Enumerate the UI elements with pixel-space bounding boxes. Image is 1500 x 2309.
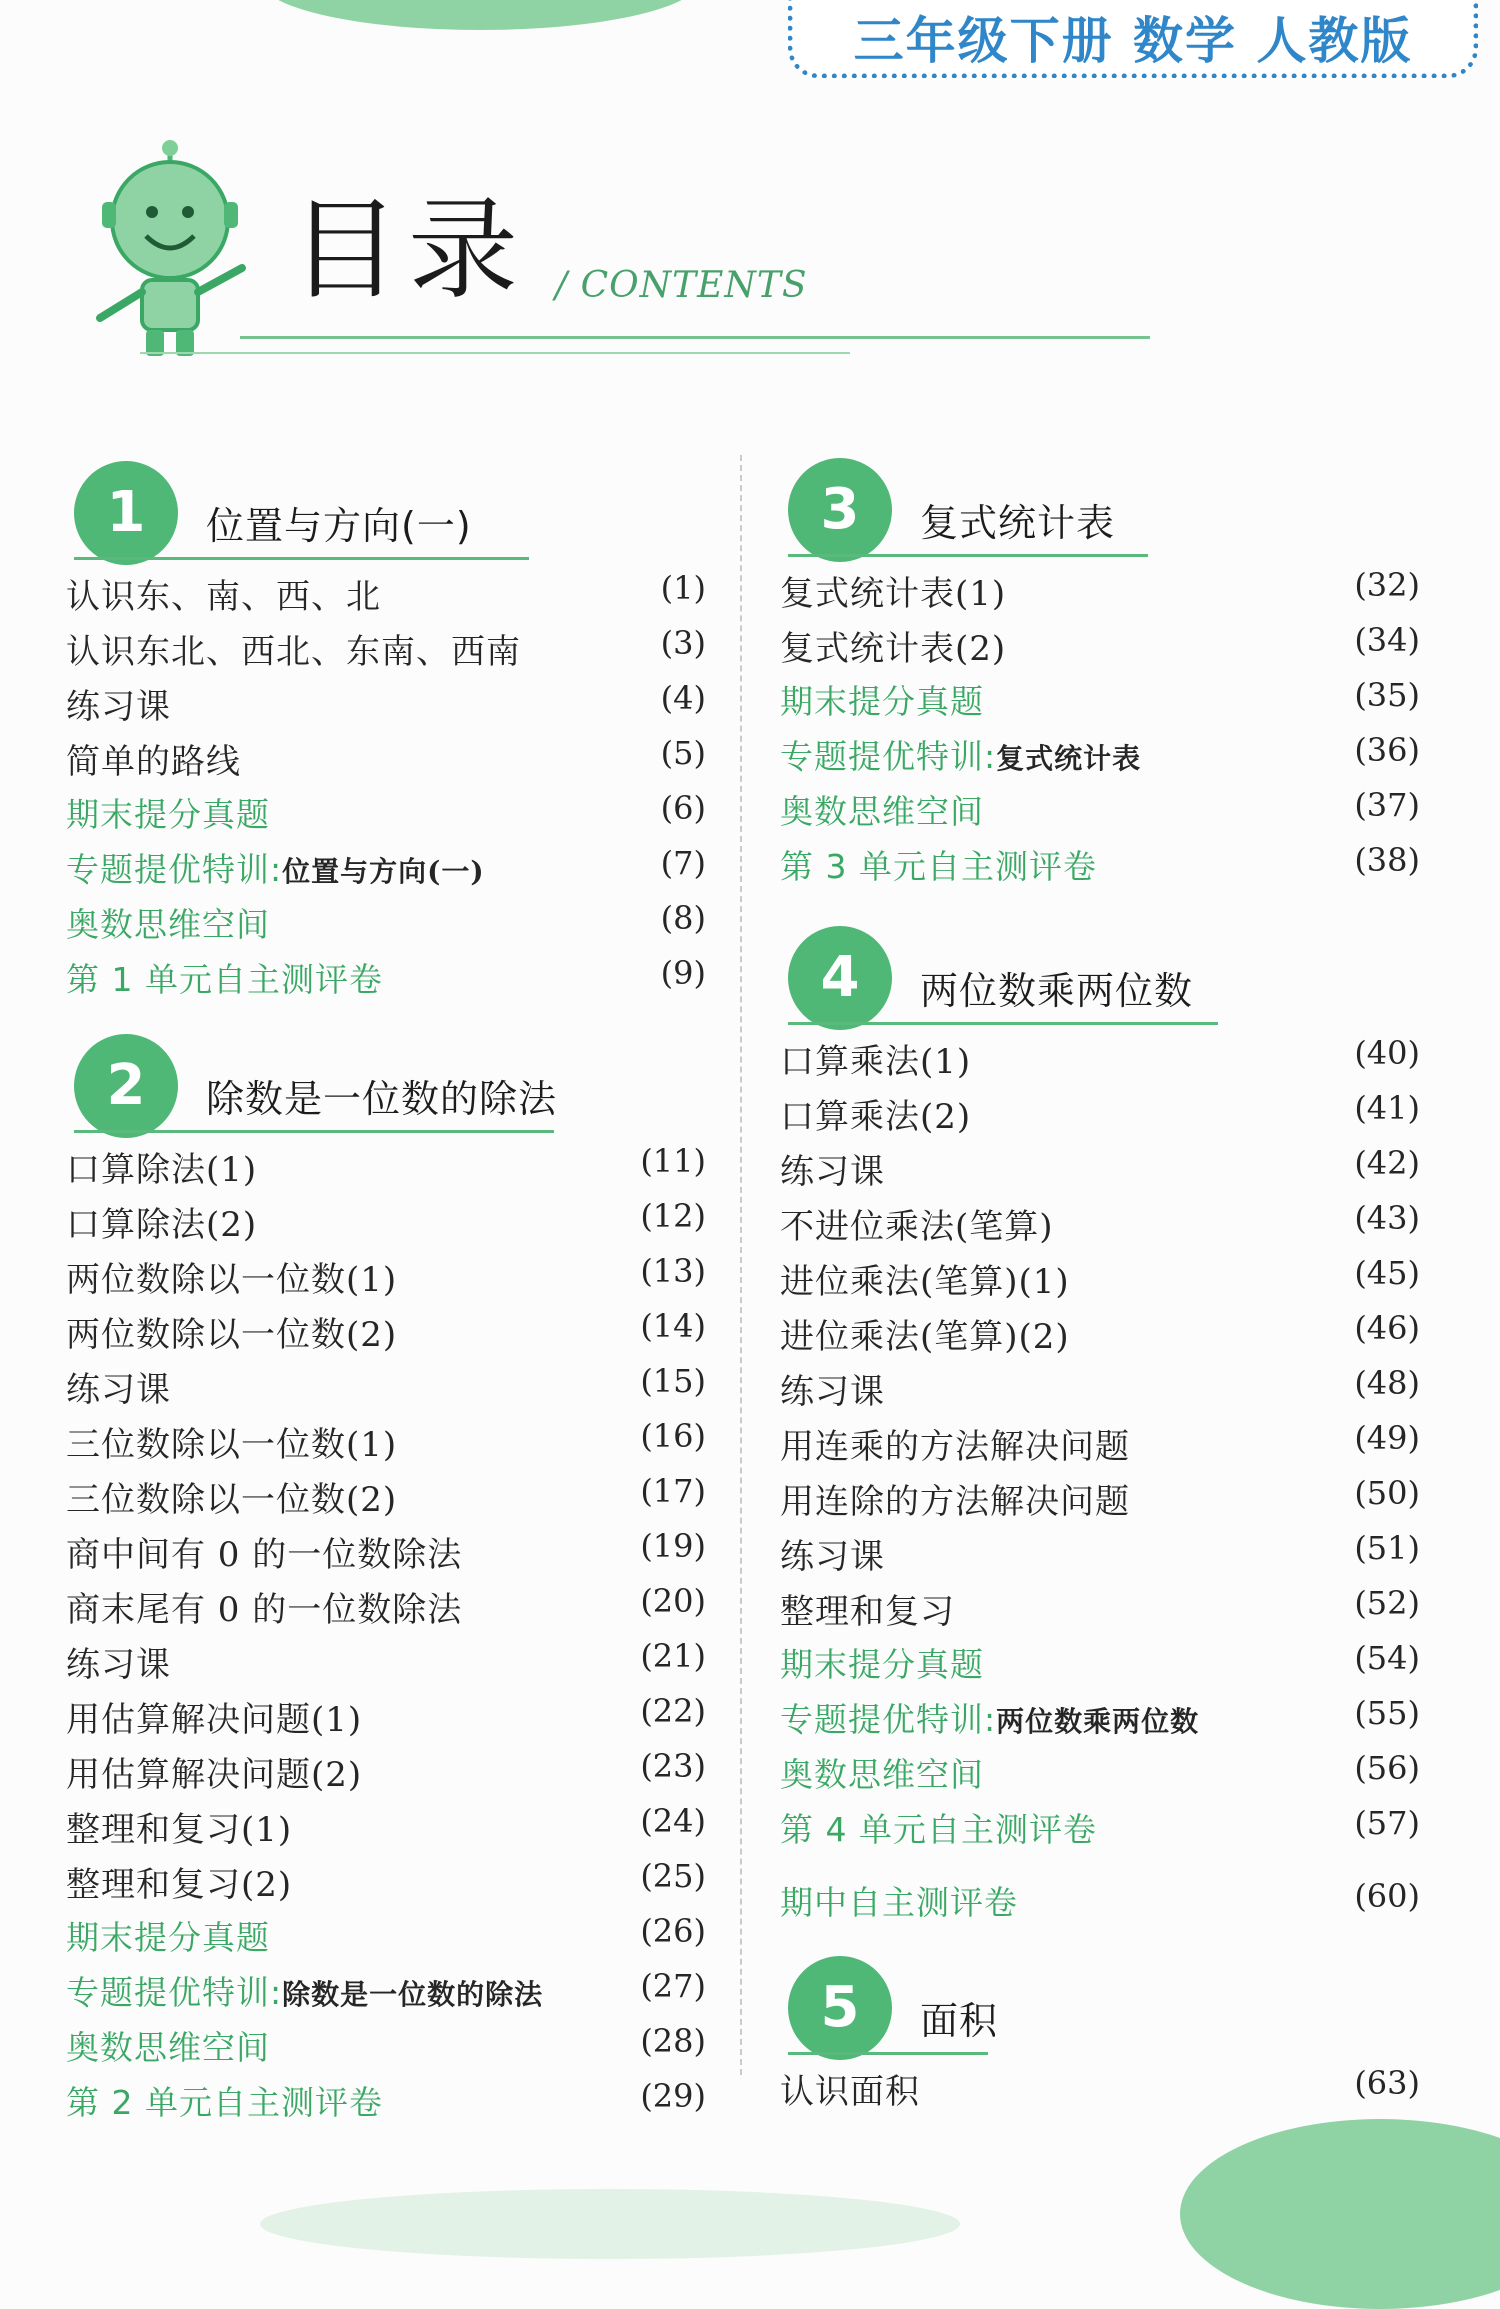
toc-entry[interactable] xyxy=(780,1085,1420,1140)
toc-entry-page: (16) xyxy=(640,1417,706,1455)
toc-entry[interactable] xyxy=(66,1908,706,1963)
toc-entry-label xyxy=(780,1877,1018,1924)
unit-number-badge: 1 xyxy=(74,461,178,565)
unit-title: 位置与方向(一) xyxy=(206,504,472,548)
toc-entry-title: 专题提优特训: xyxy=(780,1700,997,1739)
toc-entry-title: 专题提优特训: xyxy=(66,850,283,889)
title-underline xyxy=(240,336,1150,339)
toc-entry[interactable] xyxy=(66,1413,706,1468)
toc-entry-page: (1) xyxy=(660,569,706,607)
toc-entry[interactable] xyxy=(66,1743,706,1798)
toc-entry[interactable] xyxy=(780,562,1420,617)
toc-entry[interactable] xyxy=(780,782,1420,837)
toc-entry-label xyxy=(780,566,1006,615)
unit-title: 复式统计表 xyxy=(920,501,1116,545)
toc-entry-label xyxy=(66,1252,397,1301)
toc-entry-page: (32) xyxy=(1354,566,1420,604)
unit-header xyxy=(66,1028,706,1138)
toc-entry[interactable] xyxy=(780,672,1420,727)
column-divider xyxy=(740,455,742,2075)
toc-entry-page: (42) xyxy=(1354,1144,1420,1182)
toc-entry-title: 两位数除以一位数(1) xyxy=(66,1260,398,1300)
toc-entry-label xyxy=(66,954,383,1001)
toc-entry-page: (17) xyxy=(640,1472,706,1510)
toc-entry[interactable] xyxy=(780,1580,1420,1635)
toc-entry-page: (6) xyxy=(660,789,706,827)
toc-entry-page: (40) xyxy=(1354,1034,1420,1072)
toc-entry-label xyxy=(66,624,521,673)
toc-entry-page: (49) xyxy=(1354,1419,1420,1457)
toc-entry-page: (11) xyxy=(640,1142,706,1180)
toc-entry-title: 练习课 xyxy=(66,1370,171,1410)
toc-entry-label xyxy=(66,1802,292,1851)
toc-entry-title: 第 3 单元自主测评卷 xyxy=(780,847,1097,886)
toc-entry-page: (28) xyxy=(640,2022,706,2060)
toc-entry-label xyxy=(66,1527,462,1576)
robot-mascot-icon xyxy=(80,140,260,360)
toc-entry-title: 整理和复习(2) xyxy=(66,1865,293,1905)
toc-entry[interactable] xyxy=(66,1688,706,1743)
toc-entry-title: 期末提分真题 xyxy=(66,795,270,834)
toc-entry-label xyxy=(66,1307,397,1356)
unit-header xyxy=(780,920,1420,1030)
toc-entry-page: (8) xyxy=(660,899,706,937)
toc-entry-label xyxy=(780,2064,920,2113)
toc-entry[interactable] xyxy=(66,2018,706,2073)
unit-header xyxy=(66,455,706,565)
toc-entry-title: 不进位乘法(笔算) xyxy=(780,1207,1054,1247)
toc-entry-page: (3) xyxy=(660,624,706,662)
toc-entry-page: (56) xyxy=(1354,1749,1420,1787)
toc-entry-label xyxy=(780,841,1097,888)
toc-entry-page: (37) xyxy=(1354,786,1420,824)
toc-entry-label xyxy=(780,1584,955,1633)
toc-entry-label xyxy=(66,1197,257,1246)
toc-entry-title: 专题提优特训: xyxy=(780,737,997,776)
toc-entry-subtitle: 复式统计表 xyxy=(996,742,1142,775)
unit-underline xyxy=(788,1022,1218,1025)
decorative-blob-bottom xyxy=(260,2189,960,2259)
toc-entry[interactable] xyxy=(780,1800,1420,1855)
toc-entry-label xyxy=(780,1364,885,1413)
toc-entry-title: 认识东北、西北、东南、西南 xyxy=(66,632,521,672)
toc-entry-title: 奥数思维空间 xyxy=(780,792,984,831)
toc-entry[interactable] xyxy=(66,620,706,675)
toc-entry-label xyxy=(66,1912,270,1959)
toc-entry-title: 第 2 单元自主测评卷 xyxy=(66,2083,383,2122)
unit-header xyxy=(780,452,1420,562)
toc-entry-page: (60) xyxy=(1354,1877,1420,1915)
toc-entry-title: 用连乘的方法解决问题 xyxy=(780,1427,1130,1467)
unit-title: 面积 xyxy=(920,1999,999,2043)
unit-title: 两位数乘两位数 xyxy=(920,969,1194,1013)
toc-entry-title: 用连除的方法解决问题 xyxy=(780,1482,1130,1522)
toc-entry[interactable] xyxy=(66,950,706,1005)
toc-entry[interactable] xyxy=(66,1193,706,1248)
grade-badge xyxy=(788,0,1478,78)
page-subtitle: / CONTENTS xyxy=(555,265,808,306)
toc-entry[interactable] xyxy=(780,1745,1420,1800)
toc-entry[interactable] xyxy=(66,2073,706,2128)
toc-entry-title: 复式统计表(2) xyxy=(780,629,1007,669)
toc-entry-title: 练习课 xyxy=(780,1372,885,1412)
toc-entry-page: (43) xyxy=(1354,1199,1420,1237)
toc-entry-page: (51) xyxy=(1354,1529,1420,1567)
toc-entry-label xyxy=(66,1362,171,1411)
toc-entry-title: 整理和复习(1) xyxy=(66,1810,293,1850)
toc-entry[interactable] xyxy=(66,840,706,895)
toc-entry-page: (5) xyxy=(660,734,706,772)
unit-section xyxy=(780,1950,1420,2115)
toc-entry-title: 奥数思维空间 xyxy=(780,1755,984,1794)
toc-entry[interactable] xyxy=(780,1030,1420,1085)
toc-entry-page: (12) xyxy=(640,1197,706,1235)
unit-header xyxy=(780,1950,1420,2060)
unit-section xyxy=(66,1028,706,2128)
toc-entry-label xyxy=(780,786,984,833)
toc-entry[interactable] xyxy=(780,1690,1420,1745)
toc-entry-page: (50) xyxy=(1354,1474,1420,1512)
toc-entry-title: 奥数思维空间 xyxy=(66,2028,270,2067)
toc-entry-title: 两位数除以一位数(2) xyxy=(66,1315,398,1355)
toc-entry-label xyxy=(66,2077,383,2124)
toc-entry-page: (7) xyxy=(660,844,706,882)
toc-entry[interactable] xyxy=(66,1578,706,1633)
toc-entry-label xyxy=(66,734,241,783)
toc-entry[interactable] xyxy=(66,565,706,620)
toc-entry-label xyxy=(780,1089,971,1138)
toc-entry[interactable] xyxy=(780,1470,1420,1525)
decorative-blob-top xyxy=(260,0,700,30)
toc-entry[interactable] xyxy=(66,1303,706,1358)
toc-entry-title: 练习课 xyxy=(66,687,171,727)
unit-number-badge: 5 xyxy=(788,1956,892,2060)
toc-entry-page: (38) xyxy=(1354,841,1420,879)
toc-entry-title: 进位乘法(笔算)(1) xyxy=(780,1262,1070,1302)
toc-entry-title: 认识东、南、西、北 xyxy=(66,577,381,617)
toc-entry[interactable] xyxy=(66,1248,706,1303)
toc-entry-page: (54) xyxy=(1354,1639,1420,1677)
toc-entry[interactable] xyxy=(66,1798,706,1853)
toc-entry-page: (34) xyxy=(1354,621,1420,659)
toc-entry[interactable] xyxy=(780,2060,1420,2115)
toc-entry-title: 第 1 单元自主测评卷 xyxy=(66,960,383,999)
toc-entry-title: 简单的路线 xyxy=(66,742,241,782)
toc-entry-label xyxy=(66,1637,171,1686)
toc-entry-title: 用估算解决问题(2) xyxy=(66,1755,363,1795)
toc-entry-subtitle: 位置与方向(一) xyxy=(282,855,485,888)
toc-entry-title: 第 4 单元自主测评卷 xyxy=(780,1810,1097,1849)
unit-number-badge: 3 xyxy=(788,458,892,562)
toc-entry[interactable] xyxy=(66,1468,706,1523)
toc-entry-title: 期末提分真题 xyxy=(780,682,984,721)
toc-entry-page: (48) xyxy=(1354,1364,1420,1402)
toc-entry-label xyxy=(66,1417,397,1466)
toc-entry-label xyxy=(66,1692,362,1741)
toc-entry[interactable] xyxy=(780,1360,1420,1415)
toc-entry-page: (21) xyxy=(640,1637,706,1675)
toc-entry-title: 口算除法(1) xyxy=(66,1150,258,1190)
unit-number-badge: 4 xyxy=(788,926,892,1030)
toc-entry-label xyxy=(66,844,485,891)
toc-entry-label xyxy=(780,731,1141,778)
toc-entry-page: (15) xyxy=(640,1362,706,1400)
decorative-blob-corner xyxy=(1180,2119,1500,2309)
toc-entry-label xyxy=(780,1144,885,1193)
toc-entry-title: 口算乘法(1) xyxy=(780,1042,972,1082)
toc-entry[interactable] xyxy=(780,727,1420,782)
toc-entry-title: 进位乘法(笔算)(2) xyxy=(780,1317,1070,1357)
toc-entry[interactable] xyxy=(66,1853,706,1908)
toc-entry-label xyxy=(66,1472,397,1521)
toc-entry-label xyxy=(66,1857,292,1906)
toc-entry-page: (19) xyxy=(640,1527,706,1565)
toc-entry[interactable] xyxy=(66,730,706,785)
toc-entry[interactable] xyxy=(780,617,1420,672)
toc-entry-label xyxy=(66,679,171,728)
toc-entry-page: (27) xyxy=(640,1967,706,2005)
toc-entry-title: 专题提优特训: xyxy=(66,1973,283,2012)
toc-entry-title: 期中自主测评卷 xyxy=(780,1883,1018,1922)
toc-entry-page: (63) xyxy=(1354,2064,1420,2102)
toc-entry-label xyxy=(780,1254,1070,1303)
toc-entry[interactable] xyxy=(66,785,706,840)
toc-entry-page: (55) xyxy=(1354,1694,1420,1732)
toc-entry-label xyxy=(780,1419,1130,1468)
toc-entry[interactable] xyxy=(780,1635,1420,1690)
unit-number-badge: 2 xyxy=(74,1034,178,1138)
toc-entry-page: (25) xyxy=(640,1857,706,1895)
toc-entry-page: (13) xyxy=(640,1252,706,1290)
toc-entry[interactable] xyxy=(780,1140,1420,1195)
toc-entry-label xyxy=(66,1747,362,1796)
toc-entry-subtitle: 除数是一位数的除法 xyxy=(282,1978,544,2011)
toc-entry-title: 期末提分真题 xyxy=(66,1918,270,1957)
toc-entry[interactable] xyxy=(780,1873,1420,1928)
toc-entry-title: 三位数除以一位数(1) xyxy=(66,1425,398,1465)
toc-entry-label xyxy=(780,621,1006,670)
toc-entry-label xyxy=(66,1142,257,1191)
toc-entry-page: (14) xyxy=(640,1307,706,1345)
toc-entry-label xyxy=(66,899,270,946)
unit-underline xyxy=(788,2052,988,2055)
unit-section xyxy=(780,920,1420,1928)
toc-entry-label xyxy=(780,1474,1130,1523)
toc-entry-page: (26) xyxy=(640,1912,706,1950)
toc-entry-title: 认识面积 xyxy=(780,2072,920,2112)
toc-entry-title: 复式统计表(1) xyxy=(780,574,1007,614)
toc-entry[interactable] xyxy=(66,675,706,730)
toc-entry-label xyxy=(780,1529,885,1578)
page-title: 目录 xyxy=(290,186,526,314)
toc-entry-page: (41) xyxy=(1354,1089,1420,1127)
toc-entry[interactable] xyxy=(780,1525,1420,1580)
toc-entry-page: (20) xyxy=(640,1582,706,1620)
unit-underline xyxy=(74,1130,554,1133)
toc-entry[interactable] xyxy=(780,1250,1420,1305)
toc-entry[interactable] xyxy=(66,1358,706,1413)
toc-entry-page: (57) xyxy=(1354,1804,1420,1842)
toc-entry-label xyxy=(780,676,984,723)
toc-entry-page: (9) xyxy=(660,954,706,992)
toc-entry-label xyxy=(780,1804,1097,1851)
toc-entry-page: (24) xyxy=(640,1802,706,1840)
toc-entry-page: (52) xyxy=(1354,1584,1420,1622)
toc-entry-label xyxy=(780,1199,1054,1248)
toc-entry[interactable] xyxy=(780,1415,1420,1470)
toc-entry-page: (36) xyxy=(1354,731,1420,769)
unit-section xyxy=(780,452,1420,892)
toc-entry-title: 期末提分真题 xyxy=(780,1645,984,1684)
toc-entry-label xyxy=(66,2022,270,2069)
toc-entry-title: 练习课 xyxy=(780,1152,885,1192)
toc-entry-label xyxy=(66,569,381,618)
toc-entry-page: (22) xyxy=(640,1692,706,1730)
toc-entry-label xyxy=(780,1639,984,1686)
toc-entry-title: 整理和复习 xyxy=(780,1592,955,1632)
toc-entry-label xyxy=(780,1749,984,1796)
toc-entry-title: 口算乘法(2) xyxy=(780,1097,972,1137)
toc-entry[interactable] xyxy=(66,895,706,950)
unit-section xyxy=(66,455,706,1005)
toc-entry-label xyxy=(780,1309,1070,1358)
toc-entry-label xyxy=(780,1034,971,1083)
title-underline-secondary xyxy=(140,352,850,354)
toc-entry[interactable] xyxy=(66,1523,706,1578)
toc-entry[interactable] xyxy=(780,1195,1420,1250)
unit-title: 除数是一位数的除法 xyxy=(206,1077,558,1121)
toc-entry[interactable] xyxy=(780,837,1420,892)
toc-entry-label xyxy=(66,1582,462,1631)
toc-entry-title: 奥数思维空间 xyxy=(66,905,270,944)
toc-entry-title: 口算除法(2) xyxy=(66,1205,258,1245)
toc-entry[interactable] xyxy=(66,1963,706,2018)
toc-entry-page: (4) xyxy=(660,679,706,717)
toc-entry-title: 商中间有 0 的一位数除法 xyxy=(66,1535,463,1575)
toc-entry-label xyxy=(66,1967,543,2014)
toc-entry-label xyxy=(780,1694,1199,1741)
toc-entry-page: (29) xyxy=(640,2077,706,2115)
toc-entry-title: 练习课 xyxy=(780,1537,885,1577)
toc-entry[interactable] xyxy=(780,1305,1420,1360)
grade-badge-text: 三年级下册 数学 人教版 xyxy=(853,12,1413,70)
toc-entry-label xyxy=(66,789,270,836)
toc-entry-title: 用估算解决问题(1) xyxy=(66,1700,363,1740)
toc-entry-page: (35) xyxy=(1354,676,1420,714)
toc-entry-page: (45) xyxy=(1354,1254,1420,1292)
unit-underline xyxy=(788,554,1148,557)
toc-entry[interactable] xyxy=(66,1633,706,1688)
toc-entry[interactable] xyxy=(66,1138,706,1193)
toc-entry-title: 练习课 xyxy=(66,1645,171,1685)
toc-entry-title: 三位数除以一位数(2) xyxy=(66,1480,398,1520)
toc-entry-page: (46) xyxy=(1354,1309,1420,1347)
unit-underline xyxy=(74,557,529,560)
toc-entry-page: (23) xyxy=(640,1747,706,1785)
toc-entry-title: 商末尾有 0 的一位数除法 xyxy=(66,1590,463,1630)
toc-entry-subtitle: 两位数乘两位数 xyxy=(996,1705,1200,1738)
